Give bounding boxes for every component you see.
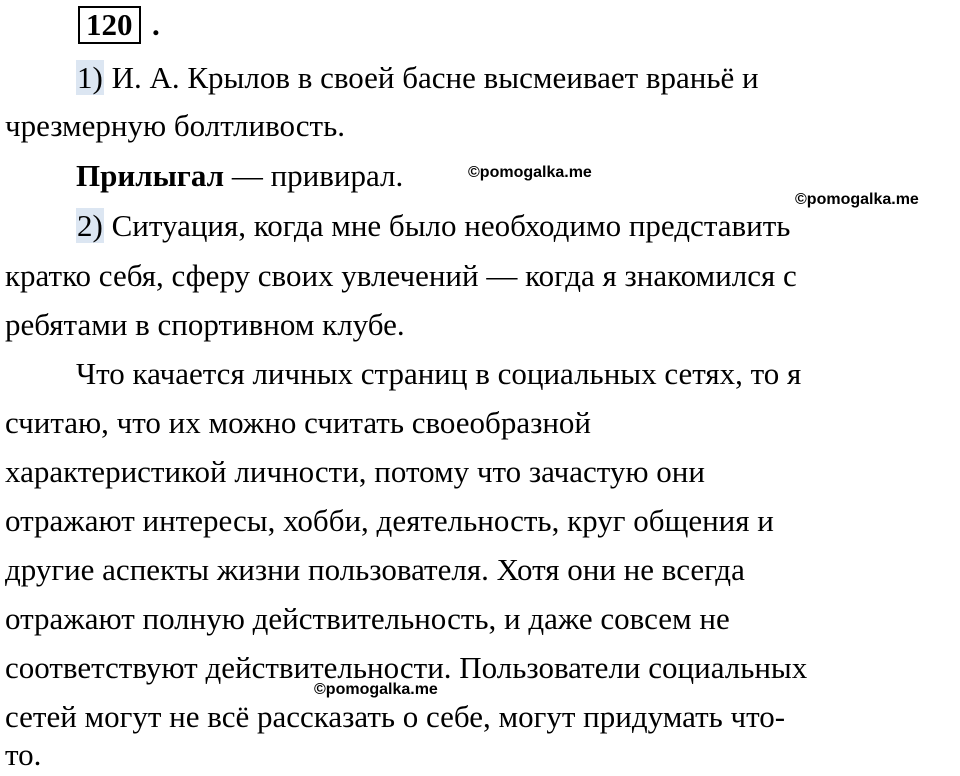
item2-text1: Ситуация, когда мне было необходимо представить xyxy=(103,208,791,243)
task-number-suffix: . xyxy=(152,7,160,42)
item2-marker: 2) xyxy=(77,208,103,243)
item2-line2: кратко себя, сферу своих увлечений — когда я знакомился с xyxy=(5,258,797,293)
paragraph-line3: характеристикой личности, потому что зачастую они xyxy=(5,454,705,489)
task-number-box xyxy=(78,6,141,44)
paragraph-line5: другие аспекты жизни пользователя. Хотя они не всегда xyxy=(5,552,745,587)
paragraph-line6: отражают полную действительность, и даже совсем не xyxy=(5,601,730,636)
paragraph-line4: отражают интересы, хобби, деятельность, круг общения и xyxy=(5,503,774,538)
watermark-3: ©pomogalka.me xyxy=(314,681,438,698)
watermark-2: ©pomogalka.me xyxy=(795,191,919,208)
watermark-1: ©pomogalka.me xyxy=(468,164,592,181)
term-line xyxy=(76,156,403,196)
item1-marker: 1) xyxy=(77,60,103,95)
paragraph-line9: то. xyxy=(5,737,42,772)
item2-line1 xyxy=(76,206,790,246)
item2-line3: ребятами в спортивном клубе. xyxy=(5,307,405,342)
term-word: Прилыгал xyxy=(76,158,225,193)
term-definition: — привирал. xyxy=(224,158,404,193)
paragraph-line7: соответствуют действительности. Пользователи социальных xyxy=(5,650,808,685)
paragraph-line8: сетей могут не всё рассказать о себе, могут придумать что- xyxy=(5,699,786,734)
paragraph-line1: Что качается личных страниц в социальных сетях, то я xyxy=(76,356,802,391)
item1-line1 xyxy=(76,58,759,98)
task-number: 120 xyxy=(86,7,133,42)
item1-text1: И. А. Крылов в своей басне высмеивает враньё и xyxy=(103,60,759,95)
item1-line2: чрезмерную болтливость. xyxy=(5,108,345,143)
paragraph-line2: считаю, что их можно считать своеобразной xyxy=(5,405,592,440)
